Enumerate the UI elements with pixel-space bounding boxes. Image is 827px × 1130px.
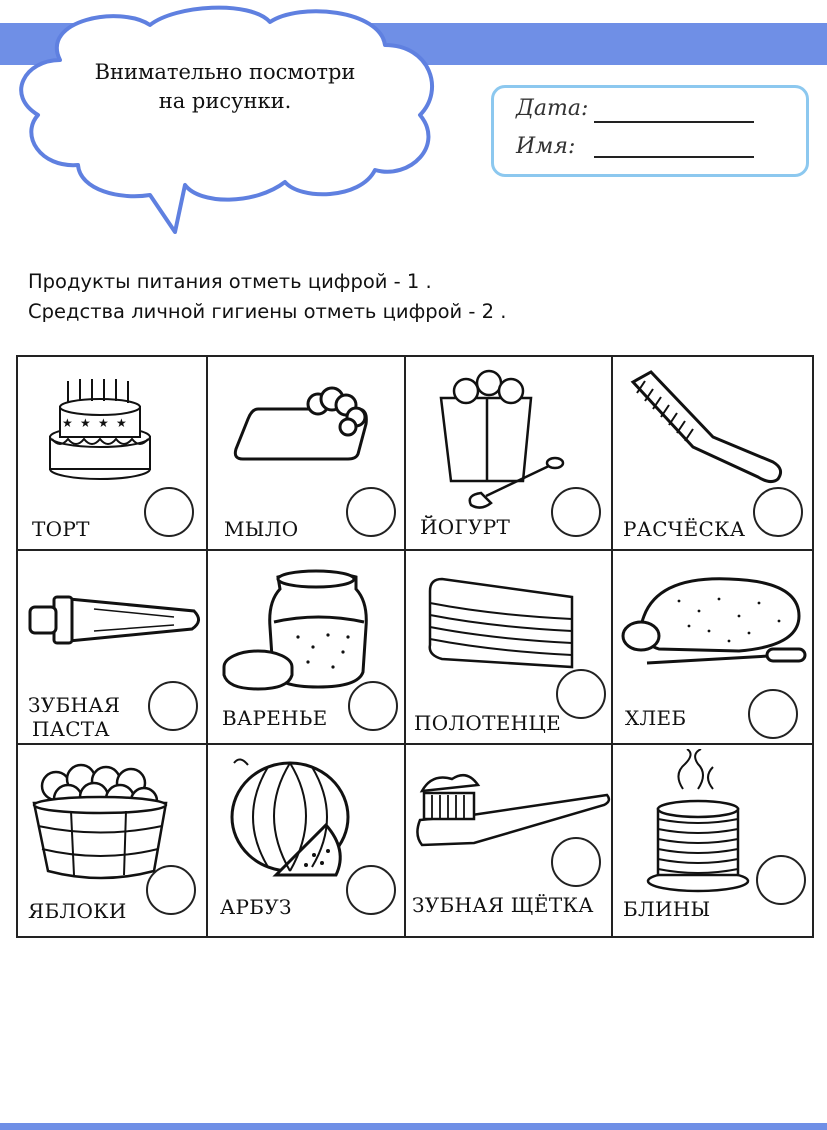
item-cell-towels [406, 551, 613, 745]
cloud-text [70, 58, 380, 116]
item-cell-apples [18, 745, 208, 936]
answer-circle-cake[interactable] [144, 487, 194, 537]
instruction-hygiene: Средства личной гигиены отметь цифрой - 2 . [28, 300, 507, 323]
item-label-line-1: ЗУБНАЯ [28, 693, 121, 717]
answer-circle-apples[interactable] [146, 865, 196, 915]
item-label: ЙОГУРТ [420, 515, 511, 539]
instruction-food: Продукты питания отметь цифрой - 1 . [28, 270, 432, 293]
answer-circle-toothbrush[interactable] [551, 837, 601, 887]
name-field[interactable] [594, 156, 754, 158]
item-label-line-2: ПАСТА [32, 717, 110, 741]
svg-text:★: ★ [116, 416, 127, 430]
bottom-band [0, 1123, 827, 1130]
towels-icon [422, 567, 592, 677]
cloud-text-line-1: Внимательно посмотри [94, 60, 356, 84]
svg-text:★: ★ [98, 416, 109, 430]
bread-icon [619, 571, 809, 671]
jam-jar-icon [218, 557, 368, 692]
answer-circle-comb[interactable] [753, 487, 803, 537]
item-label: ХЛЕБ [625, 706, 687, 730]
soap-icon [228, 379, 378, 469]
item-label: АРБУЗ [220, 895, 292, 919]
item-label: ВАРЕНЬЕ [222, 706, 328, 730]
item-cell-soap [208, 357, 406, 551]
yogurt-icon [431, 363, 581, 513]
pancakes-icon [643, 749, 753, 899]
name-label: Имя: [516, 134, 576, 159]
answer-circle-jam[interactable] [348, 681, 398, 731]
item-cell-pancakes [613, 745, 812, 936]
answer-circle-soap[interactable] [346, 487, 396, 537]
answer-circle-bread[interactable] [748, 689, 798, 739]
apples-basket-icon [26, 751, 176, 886]
item-cell-yogurt [406, 357, 613, 551]
date-label: Дата: [516, 96, 589, 121]
item-cell-bread [613, 551, 812, 745]
answer-circle-yogurt[interactable] [551, 487, 601, 537]
cloud-text-line-2: на рисунки. [158, 89, 292, 113]
item-label: ЯБЛОКИ [28, 899, 127, 923]
item-cell-comb [613, 357, 812, 551]
date-name-box [491, 85, 809, 177]
item-label: ЗУБНАЯ ЩЁТКА [412, 893, 594, 917]
answer-circle-pancakes[interactable] [756, 855, 806, 905]
comb-icon [623, 367, 793, 487]
item-label: МЫЛО [224, 517, 299, 541]
item-label: ПОЛОТЕНЦЕ [414, 711, 562, 735]
answer-circle-towels[interactable] [556, 669, 606, 719]
toothpaste-icon [24, 581, 204, 656]
item-label: ТОРТ [32, 517, 90, 541]
svg-text:★: ★ [62, 416, 73, 430]
item-cell-toothpaste [18, 551, 208, 745]
items-grid [16, 355, 814, 938]
cake-icon [38, 369, 168, 484]
answer-circle-toothpaste[interactable] [148, 681, 198, 731]
item-label: РАСЧЁСКА [623, 517, 746, 541]
item-cell-watermelon [208, 745, 406, 936]
item-cell-toothbrush [406, 745, 613, 936]
item-cell-jam [208, 551, 406, 745]
svg-text:★: ★ [80, 416, 91, 430]
date-field[interactable] [594, 121, 754, 123]
watermelon-icon [218, 755, 368, 895]
item-label: БЛИНЫ [623, 897, 711, 921]
speech-cloud [0, 0, 460, 240]
answer-circle-watermelon[interactable] [346, 865, 396, 915]
item-cell-cake [18, 357, 208, 551]
